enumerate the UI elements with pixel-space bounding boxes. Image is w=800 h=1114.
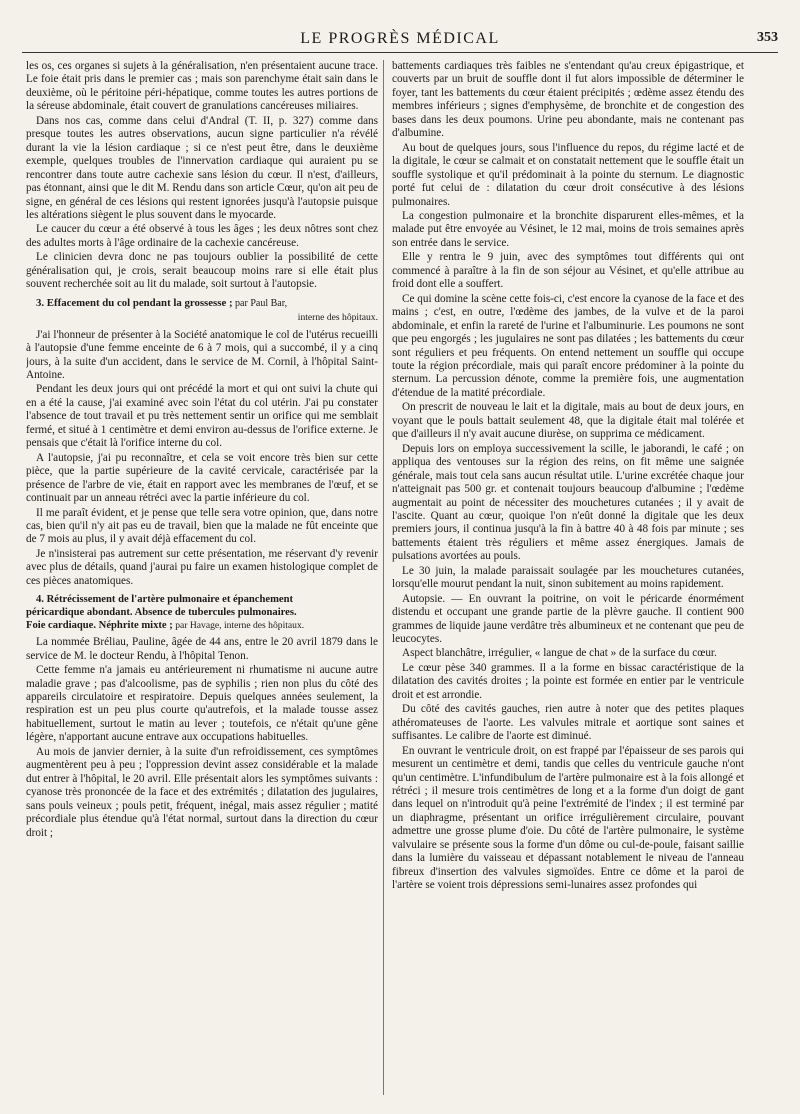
section-author-role: interne des hôpitaux. <box>297 312 378 324</box>
paragraph: Dans nos cas, comme dans celui d'Andral (T. II, p. 327) comme dans presque toutes les autres observations, aucun signe particulier n'a révélé durant la vie la lésion cardiaque ; si ce n'est peut être, dans le deuxième exemple, quelques troubles de l'innervation cardiaque qui auraient pu se rencontrer dans toute autre cachexie sans lésion du cœur. Il n'est, d'ailleurs, pas étonnant, ainsi que le dit M. Rendu dans son article Cœur, qu'on ait peu de signe, en général de ces lésions qui restent ignorées jusqu'à l'autopsie puisque les altérations siègent le plus souvent dans le myocarde. <box>26 114 378 221</box>
paragraph: Le cœur pèse 340 grammes. Il a la forme en bissac caractéristique de la dilatation des cavités droites ; la pointe est formée en entier par le ventricule droit et est arrondie. <box>392 661 744 701</box>
paragraph: Autopsie. — En ouvrant la poitrine, on voit le péricarde énormément distendu et occupant une grande partie de la plèvre gauche. Il contient 900 grammes de liquide jaune verdâtre très albumineux et ne contenant que peu de leucocytes. <box>392 592 744 646</box>
paragraph: battements cardiaques très faibles ne s'entendant qu'au creux épigastrique, et couverts par un bruit de souffle dont il fut alors impossible de déterminer le foyer, tant les battements du cœur étaient précipités ; œdème assez étendu des membres inférieurs ; signes d'emphysème, de bronchite et de congestion des bases dans les deux poumons. Urine peu abondante, mais ne contenant pas d'albumine. <box>392 60 744 140</box>
section-author: par Paul Bar, <box>232 297 288 309</box>
paragraph: Au mois de janvier dernier, à la suite d'un refroidissement, ces symptômes augmentèrent peu à peu ; l'oppression devint assez considérable et la malade dut entrer à l'hôpital, le 20 avril. Elle présentait alors les symptômes suivants : cyanose très prononcée de la face et des extrémités ; dilatation des jugulaires, sans pouls veineux ; pouls petit, fréquent, inégal, mais assez régulier ; matité précordiale plus étendue qu'à l'état normal, surtout dans la direction du cœur droit ; <box>26 745 378 839</box>
paragraph: les os, ces organes si sujets à la généralisation, n'en présentaient aucune trace. Le foie était pris dans le premier cas ; mais son parenchyme était sain dans le deuxième, où le péritoine péri-hépatique, comme toutes les autres portions de la séreuse abdominale, était couvert de granulations cancéreuses miliaires. <box>26 60 378 113</box>
section-heading <box>26 593 378 632</box>
paragraph: A l'autopsie, j'ai pu reconnaître, et cela se voit encore très bien sur cette pièce, que la partie supérieure de la cavité cervicale, caractérisée par la présence de l'arbre de vie, était en rapport avec les membranes de l'œuf, et se continuait par un anneau rétréci avec la partie inférieure du col. <box>26 451 378 505</box>
paragraph: Il me paraît évident, et je pense que telle sera votre opinion, que, dans notre cas, bien qu'il n'y ait pas eu de travail, bien que la malade ne fût enceinte que de 7 mois au plus, il y avait déjà effacement du col. <box>26 506 378 546</box>
paragraph: Aspect blanchâtre, irrégulier, « langue de chat » de la surface du cœur. <box>402 647 717 660</box>
paragraph: Le caucer du cœur a été observé à tous les âges ; les deux nôtres sont chez des adultes morts à l'âge ordinaire de la cachexie cancéreuse. <box>26 223 378 249</box>
paragraph: Du côté des cavités gauches, rien autre à noter que des petites plaques athéromateuses de l'aorte. Les valvules mitrale et aortique sont saines et suffisantes. Le calibre de l'aorte est diminué. <box>392 703 744 743</box>
section-title-line: Foie cardiaque. Néphrite mixte ; <box>26 620 173 632</box>
page-number: 353 <box>757 30 778 45</box>
paragraph: Depuis lors on employa successivement la scille, le jaborandi, le café ; on appliqua des ventouses sur la région des reins, on fit même une saignée générale, mais tout cela sans aucun résultat utile. L'urine excrétée chaque jour n'atteignait pas 500 gr. et contenait toujours beaucoup d'albumine ; l'œdème augmentait au point de nécessiter des mouchetures cutanées ; il y avait de l'ascite. Quant au cœur, quoique l'on n'eût donné la digitale que les deux premiers jours, il continua jusqu'à la fin à battre 40 à 48 fois par minute ; ses battements étaient très réguliers et même assez énergiques. Jamais de pulsations avortées au pouls. <box>392 442 744 563</box>
paragraph: J'ai l'honneur de présenter à la Société anatomique le col de l'utérus recueilli à l'autopsie d'une femme enceinte de 6 à 7 mois, qui a succombé, il y a cinq jours, à la suite d'un accident, dans le service de M. Cornil, à l'hôpital Saint-Antoine. <box>26 328 378 381</box>
paragraph: Cette femme n'a jamais eu antérieurement ni rhumatisme ni aucune autre maladie grave ; pas d'alcoolisme, pas de syphilis ; rien non plus du côté des appareils circulatoire et respiratoire. Depuis quelques années seulement, la respiration est un peu plus courte qu'autrefois, et la malade tousse assez habituellement, surtout le matin au lever ; toutefois, ce n'était qu'une gêne légère, n'apportant aucune entrave aux occupations habituelles. <box>26 664 378 744</box>
right-column <box>392 60 744 1100</box>
running-title: LE PROGRÈS MÉDICAL <box>300 30 500 47</box>
section-title-line: péricardique abondant. Absence de tubercules pulmonaires. <box>26 607 297 619</box>
section-author: par Havage, interne des hôpitaux. <box>172 620 305 632</box>
page-header <box>22 28 778 53</box>
paragraph: La nommée Bréliau, Pauline, âgée de 44 ans, entre le 20 avril 1879 dans le service de M. le docteur Rendu, à l'hôpital Tenon. <box>26 636 378 662</box>
paragraph: Au bout de quelques jours, sous l'influence du repos, du régime lacté et de la digitale, le cœur se calmait et on constatait nettement que le souffle était un souffle systolique et qu'il prédominait à la pointe du sternum. Le diagnostic porté fut celui de : dilatation du cœur droit consécutive à des lésions pulmonaires. <box>392 141 744 208</box>
section-title-line: 4. Rétrécissement de l'artère pulmonaire et épanchement <box>36 594 294 606</box>
paragraph: Ce qui domine la scène cette fois-ci, c'est encore la cyanose de la face et des mains ; c'est, en outre, l'œdème des jambes, de la vulve et de la paroi abdominale, et enfin la rareté de l'urine et l'albuminurie. Les poumons ne sont que peu engorgés ; les jugulaires ne sont pas dilatées ; les battements du cœur sont réguliers et peu fréquents. On entend nettement un souffle qui occupe toute la région précordiale, mais qui paraît encore prédominer à la pointe du sternum. La percussion dénote, comme la première fois, une augmentation d'étendue de la matité précordiale. <box>392 292 744 399</box>
paragraph: Je n'insisterai pas autrement sur cette présentation, me réservant d'y revenir avec plus de détails, quand j'aurai pu faire un examen histologique complet de ces pièces anatomiques. <box>26 547 378 587</box>
paragraph: Le clinicien devra donc ne pas toujours oublier la possibilité de cette généralisation qui, je crois, serait beaucoup moins rare si elle était plus souvent recherchée soit au lit du malade, soit surtout à l'autopsie. <box>26 251 378 291</box>
left-column <box>26 60 378 1100</box>
section-heading <box>26 297 378 310</box>
paragraph: La congestion pulmonaire et la bronchite disparurent elles-mêmes, et la malade put être envoyée au Vésinet, le 12 mai, moins de trois semaines après son entrée dans le service. <box>392 209 744 249</box>
column-divider <box>383 60 384 1095</box>
section-title: 3. Effacement du col pendant la grossesse ; <box>36 296 233 309</box>
paragraph: On prescrit de nouveau le lait et la digitale, mais au bout de deux jours, en voyant que le pouls battait seulement 48, que la digitale était mal tolérée et que d'ailleurs il n'y avait aucune diurèse, on supprima ce médicament. <box>392 401 744 441</box>
paragraph: Elle y rentra le 9 juin, avec des symptômes tout différents qui ont commencé à paraître à la fin de son séjour au Vésinet, et qu'elle attribue au froid dont elle a souffert. <box>392 251 744 291</box>
paragraph: Le 30 juin, la malade paraissait soulagée par les mouchetures cutanées, lorsqu'elle mourut pendant la nuit, sinon subitement au moins rapidement. <box>392 564 744 591</box>
paragraph: En ouvrant le ventricule droit, on est frappé par l'épaisseur de ses parois qui mesurent un centimètre et demi, tandis que celles du ventricule gauche n'ont qu'un centimètre. L'infundibulum de l'artère pulmonaire est à la fois allongé et rétréci ; il mesure trois centimètres de long et a la forme d'un doigt de gant dans lequel on n'introduit qu'à peine l'extrémité de l'index ; il est terminé par un diaphragme, présentant un orifice irrégulièrement circulaire, pouvant admettre une grosse plume d'oie. Du côté de l'artère pulmonaire, le système valvulaire se présente sous la forme d'un dôme ou cul-de-poule, faisant saillie dans la lumière du vaisseau et dépassant notablement le niveau de l'anneau fibreux d'insertion des valvules sigmoïdes. Entre ce dôme et la paroi de l'artère se voient trois dépressions semi-lunaires assez profondes qui <box>392 744 744 892</box>
paragraph: Pendant les deux jours qui ont précédé la mort et qui ont suivi la chute qui en a été la cause, j'ai examiné avec soin l'état du col utérin. J'ai pu constater l'absence de tout travail et pu très nettement sentir un orifice qui me semblait fermé, et situé à 1 centimètre et demi environ au-dessus de l'orifice externe. Je pensais que c'était là l'orifice interne du col. <box>26 383 378 450</box>
